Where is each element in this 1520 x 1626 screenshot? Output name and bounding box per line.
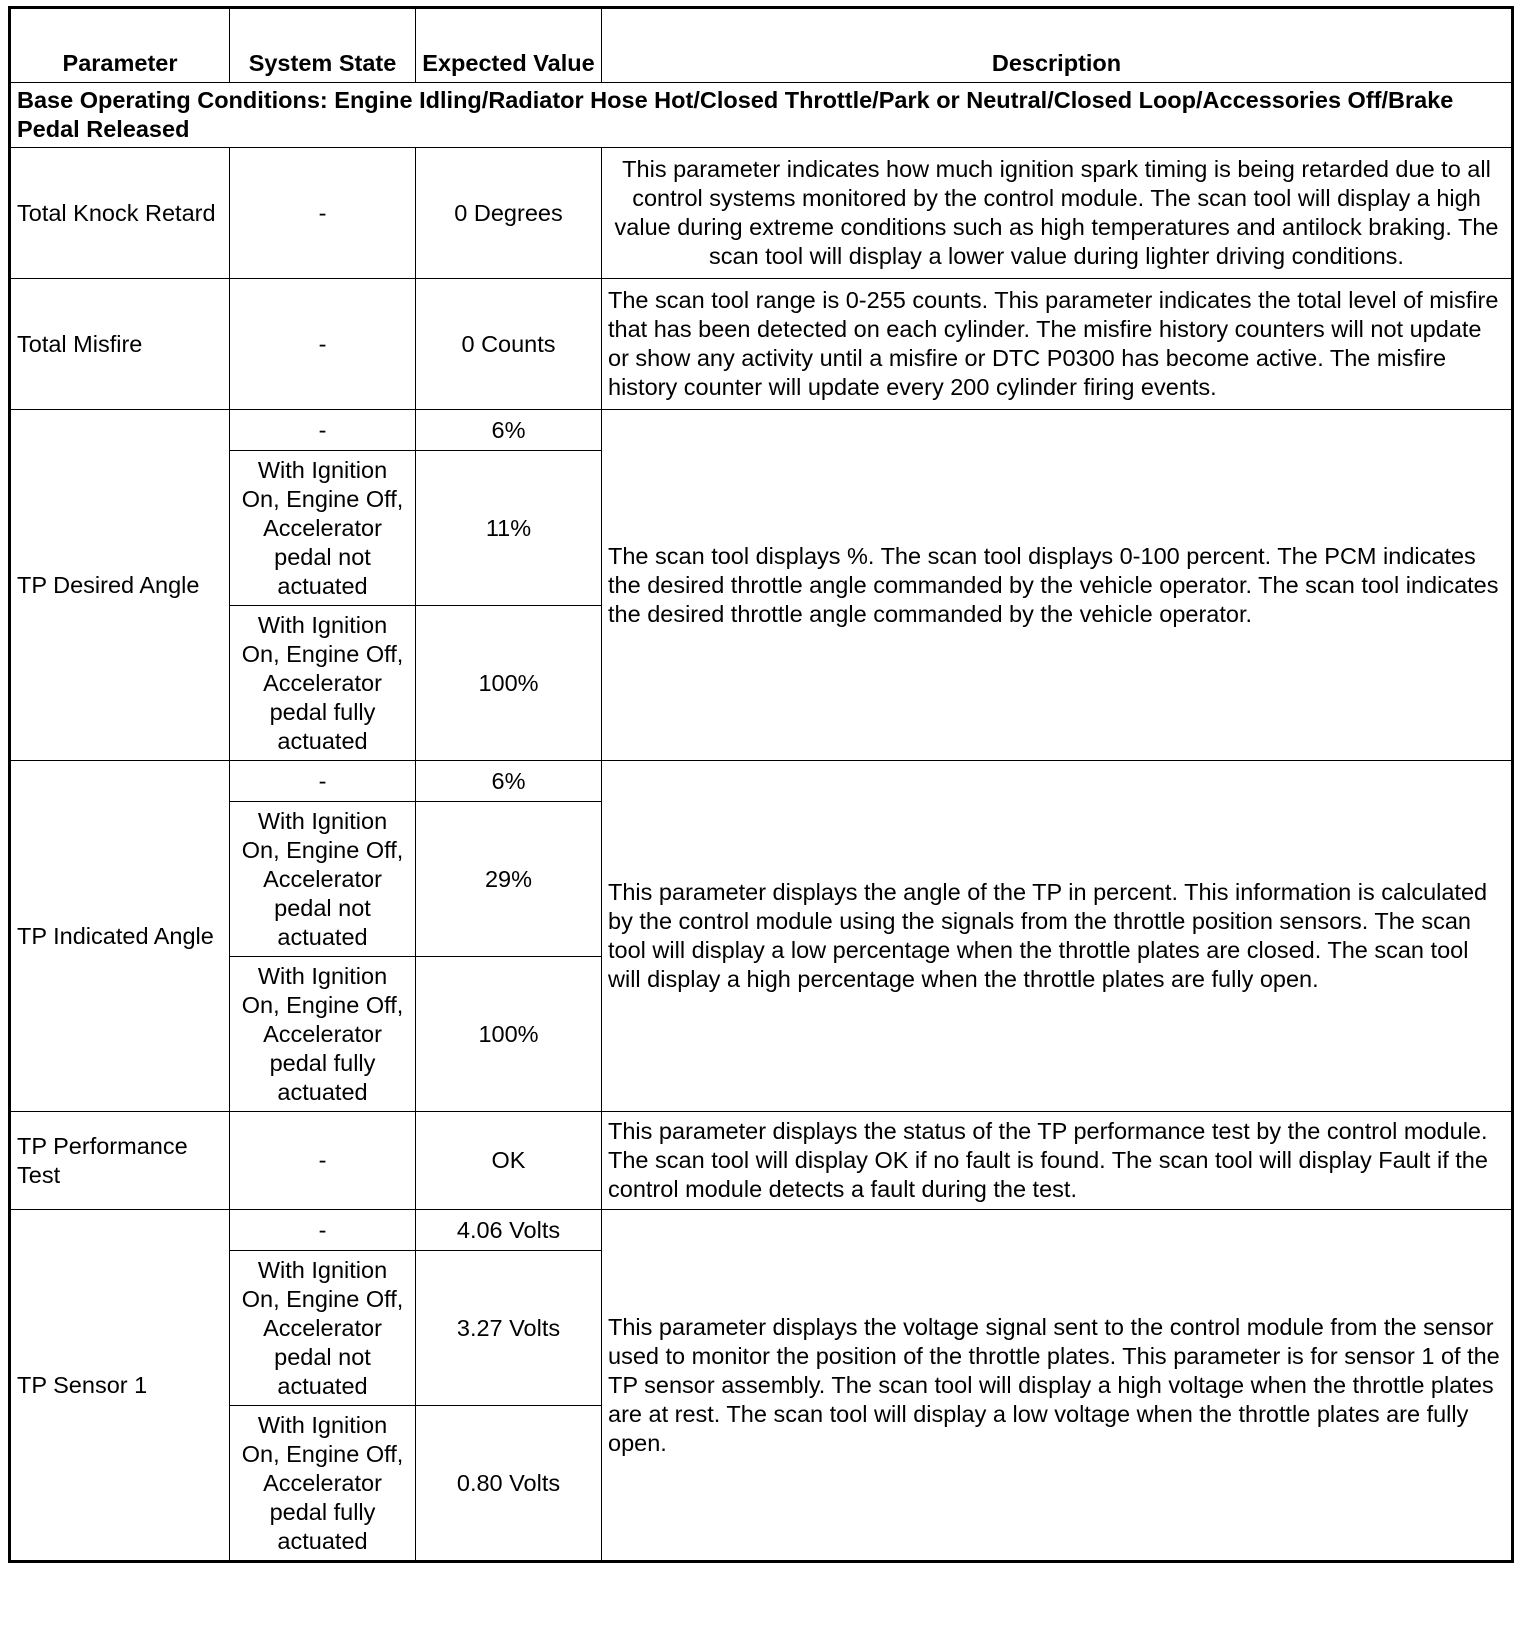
param-tp-performance-test: TP Performance Test: [10, 1112, 230, 1210]
value-cell: 0.80 Volts: [416, 1406, 602, 1562]
table-row: [10, 279, 1513, 410]
state-cell: -: [230, 410, 416, 451]
state-cell: With Ignition On, Engine Off, Accelerator pedal fully actuated: [230, 957, 416, 1112]
state-cell: With Ignition On, Engine Off, Accelerator pedal fully actuated: [230, 1406, 416, 1562]
state-cell: With Ignition On, Engine Off, Accelerator pedal not actuated: [230, 1251, 416, 1406]
parameter-table-sheet: [8, 6, 1511, 1563]
header-description: Description: [602, 8, 1513, 83]
value-cell: 100%: [416, 606, 602, 761]
state-cell: With Ignition On, Engine Off, Accelerator pedal fully actuated: [230, 606, 416, 761]
value-cell: 4.06 Volts: [416, 1210, 602, 1251]
state-cell: -: [230, 1112, 416, 1210]
base-conditions: Base Operating Conditions: Engine Idling/Radiator Hose Hot/Closed Throttle/Park or Neutral/Closed Loop/Accessories Off/Brake Pedal Released: [10, 83, 1513, 148]
table-row: [10, 1112, 1513, 1210]
param-tp-desired-angle: TP Desired Angle: [10, 410, 230, 761]
state-cell: With Ignition On, Engine Off, Accelerator pedal not actuated: [230, 451, 416, 606]
state-cell: -: [230, 279, 416, 410]
header-system-state: System State: [230, 8, 416, 83]
description-cell: This parameter displays the angle of the TP in percent. This information is calculated by the control module using the signals from the throttle position sensors. The scan tool will display a low percentage when the throttle plates are closed. The scan tool will display a high percentage when the throttle plates are fully open.: [602, 761, 1513, 1112]
header-parameter: Parameter: [10, 8, 230, 83]
state-cell: -: [230, 1210, 416, 1251]
header-expected-value: Expected Value: [416, 8, 602, 83]
description-cell: The scan tool displays %. The scan tool displays 0-100 percent. The PCM indicates the desired throttle angle commanded by the vehicle operator. The scan tool indicates the desired throttle angle commanded by the vehicle operator.: [602, 410, 1513, 761]
description-cell: The scan tool range is 0-255 counts. This parameter indicates the total level of misfire that has been detected on each cylinder. The misfire history counters will not update or show any activity until a misfire or DTC P0300 has become active. The misfire history counter will update every 200 cylinder firing events.: [602, 279, 1513, 410]
state-cell: With Ignition On, Engine Off, Accelerator pedal not actuated: [230, 802, 416, 957]
value-cell: 6%: [416, 761, 602, 802]
param-total-knock-retard: Total Knock Retard: [10, 148, 230, 279]
parameter-table: [8, 6, 1514, 1563]
table-row: [10, 410, 1513, 451]
value-cell: 0 Degrees: [416, 148, 602, 279]
param-total-misfire: Total Misfire: [10, 279, 230, 410]
table-row: [10, 761, 1513, 802]
value-cell: 100%: [416, 957, 602, 1112]
value-cell: OK: [416, 1112, 602, 1210]
table-row: [10, 148, 1513, 279]
param-tp-indicated-angle: TP Indicated Angle: [10, 761, 230, 1112]
value-cell: 0 Counts: [416, 279, 602, 410]
value-cell: 29%: [416, 802, 602, 957]
value-cell: 6%: [416, 410, 602, 451]
value-cell: 3.27 Volts: [416, 1251, 602, 1406]
param-tp-sensor-1: TP Sensor 1: [10, 1210, 230, 1562]
state-cell: -: [230, 148, 416, 279]
description-cell: This parameter indicates how much ignition spark timing is being retarded due to all control systems monitored by the control module. The scan tool will display a high value during extreme conditions such as high temperatures and antilock braking. The scan tool will display a lower value during lighter driving conditions.: [602, 148, 1513, 279]
base-conditions-row: [10, 83, 1513, 148]
table-row: [10, 1210, 1513, 1251]
description-cell: This parameter displays the status of the TP performance test by the control module. The scan tool will display OK if no fault is found. The scan tool will display Fault if the control module detects a fault during the test.: [602, 1112, 1513, 1210]
state-cell: -: [230, 761, 416, 802]
header-row: [10, 8, 1513, 83]
description-cell: This parameter displays the voltage signal sent to the control module from the sensor used to monitor the position of the throttle plates. This parameter is for sensor 1 of the TP sensor assembly. The scan tool will display a high voltage when the throttle plates are at rest. The scan tool will display a low voltage when the throttle plates are fully open.: [602, 1210, 1513, 1562]
value-cell: 11%: [416, 451, 602, 606]
